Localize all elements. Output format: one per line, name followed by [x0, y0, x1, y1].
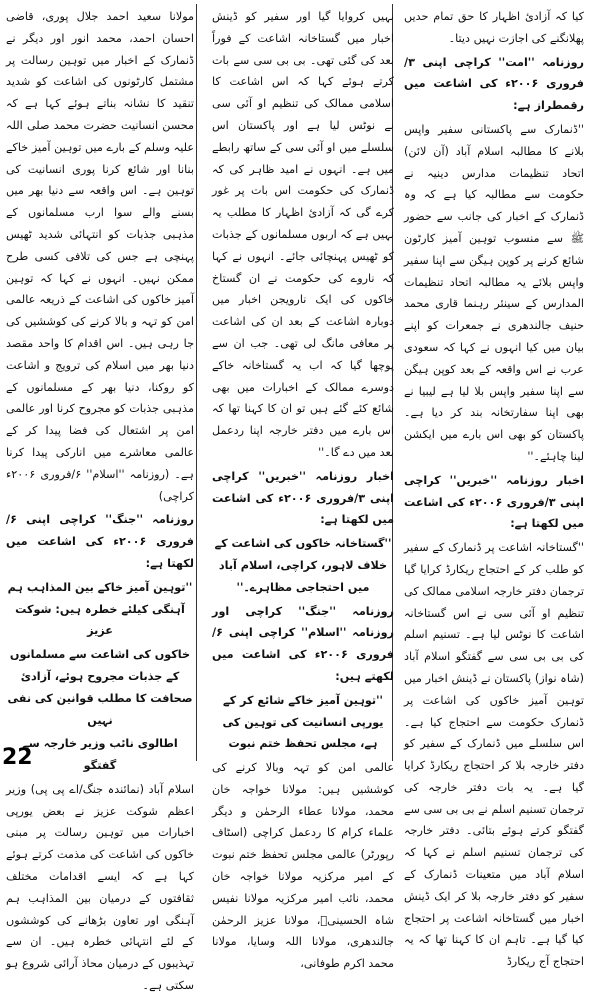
column-divider [196, 4, 197, 761]
headline: ''گستاخانہ خاکوں کی اشاعت کے خلاف لاہور، کراچی، اسلام آباد میں احتجاجی مظاہرے۔'' [214, 537, 392, 594]
source-line: روزنامہ ''امت'' کراچی اپنی ۳/فروری ۲۰۰۶ء کی اشاعت میں رقمطراز ہے: [404, 55, 585, 113]
headline: خاکوں کی اشاعت سے مسلمانوں کے جذبات مجروح ہوئے، آزادئ صحافت کا مطلب قوانین کی نفی نہیں [7, 648, 193, 727]
source-line: روزنامہ ''جنگ'' کراچی اپنی ۶/فروری ۲۰۰۶ء کی اشاعت میں لکھتا ہے: [6, 513, 195, 570]
headline: ''توہین آمیز خاکے بین المذاہب ہم آہنگی کیلئے خطرہ ہیں: شوکت عزیز [7, 580, 193, 638]
paragraph: نہیں کروایا گیا اور سفیر کو ڈینش اخبار میں گستاخانہ اشاعت کے فوراً بعد کی گئی تھی۔ بی بی سی سے بات کرتے ہوئے کہا کہ اس اشاعت کا اسلامی ممالک کی تنظیم او آئی سی نے نوٹس لیا ہے اور پاکستان اس سلسلے میں او آئی سی کے ساتھ رابطے میں ہے۔ انہوں نے امید ظاہر کی کہ ڈنمارک کی حکومت اس بات پر غور کرے گی کہ آزادئ اظہار کا مطلب یہ نہیں ہے کہ اربوں مسلمانوں کے جذبات کو ٹھیس پہنچائی جائے۔ انہوں نے کہا کہ ناروے کی حکومت نے ان گستاخ خاکوں کی ایک نارویجن اخبار میں دوبارہ اشاعت کے بعد ان کی اشاعت پر معافی مانگ لی تھی۔ جب ان سے پوچھا گیا کہ اب یہ گستاخانہ خاکے دوسرے ممالک کے اخبارات میں بھی شائع کئے گئے ہیں تو ان کا کہنا تھا کہ اس بارے میں دفتر خارجہ اپنا ردعمل بعد میں دے گا۔'' [212, 10, 394, 459]
column-left [6, 6, 195, 993]
headline: ''توہین آمیز خاکے شائع کر کے یورپی انسانیت کی توہین کی ہے، مجلس تحفظ ختم نبوت [222, 693, 384, 751]
page-number: 22 [2, 745, 33, 770]
paragraph: عالمی امن کو تہہ وبالا کرنے کی کوششیں ہیں: مولانا خواجہ خان محمد، مولانا عطاء الرحمٰن و دیگر علماء کرام کا ردعمل کراچی (اسٹاف رپورٹر) عالمی مجلس تحفظ ختم نبوت کے امیر مرکزیہ مولانا خواجہ خان محمد، نائب امیر مرکزیہ مولانا نفیس شاہ الحسینیؒ، مولانا عزیز الرحمٰن جالندھری، مولانا اللہ وسایا، مولانا محمد اکرم طوفانی، [212, 761, 394, 971]
headline: اطالوی نائب وزیر خارجہ سے گفتگو [22, 737, 178, 773]
column-middle [212, 6, 395, 971]
source-line: روزنامہ ''جنگ'' کراچی اور روزنامہ ''اسلام'' کراچی اپنی ۶/فروری ۲۰۰۶ء کی اشاعت میں لکھتے ہیں: [212, 604, 395, 683]
source-line: اخبار روزنامہ ''خبریں'' کراچی اپنی ۳/فروری ۲۰۰۶ء کی اشاعت میں لکھتا ہے: [404, 473, 584, 531]
paragraph: اسلام آباد (نمائندہ جنگ/اے پی پی) وزیر اعظم شوکت عزیز نے بعض یورپی اخبارات میں توہین رسالت پر مبنی خاکوں کی اشاعت کی مذمت کرتے ہوئے کہا ہے کہ ایسے اقدامات مختلف ثقافتوں کے درمیان بین المذاہب ہم آہنگی اور تعاون بڑھانے کی کوششوں کے لئے انتہائی خطرہ ہیں۔ ان سے تہذیبوں کے درمیان محاذ آرائی شروع ہو سکتی ہے۔ [6, 782, 194, 993]
paragraph: کیا کہ آزادئ اظہار کا حق تمام حدیں پھلانگنے کی اجازت نہیں دیتا۔ [404, 10, 584, 45]
column-right [404, 6, 585, 969]
source-line: اخبار روزنامہ ''خبریں'' کراچی اپنی ۳/فروری ۲۰۰۶ء کی اشاعت میں لکھتا ہے: [212, 469, 394, 527]
paragraph: ''گستاخانہ اشاعت پر ڈنمارک کے سفیر کو طلب کر کے احتجاج ریکارڈ کرایا گیا ترجمان دفتر خارجہ اسلامی ممالک کی تنظیم او آئی سی نے اس گستاخانہ اشاعت کا نوٹس لیا ہے۔ تسنیم اسلم کی بی بی سی سے گفتگو اسلام آباد (شاہ نواز) پاکستان نے ڈینش اخبار میں توہین آمیز خاکوں کی اشاعت پر ڈنمارک حکومت سے احتجاج کیا ہے۔ اس سلسلے میں ڈنمارک کے سفیر کو دفتر خارجہ بلا کر احتجاج ریکارڈ کرایا گیا ہے۔ یہ بات دفتر خارجہ کی ترجمان تسنیم اسلم نے بی بی سی سے گفتگو کرتے ہوئے بتائی۔ دفتر خارجہ کی ترجمان تسنیم اسلم نے کہا کہ اسلام آباد میں متعینات ڈنمارک کے سفیر کو دفتر خارجہ بلا کر ایک ڈینش اخبار میں گستاخانہ اشاعت پر احتجاج کیا گیا ہے۔ تاہم ان کا کہنا تھا کہ یہ احتجاج آج ریکارڈ [404, 541, 584, 969]
paragraph: مولانا سعید احمد جلال پوری، قاضی احسان احمد، محمد انور اور دیگر نے ڈنمارک کے اخبار میں توہین رسالت پر مشتمل کارٹونوں کی اشاعت کو شدید تنقید کا نشانہ بناتے ہوئے کہا ہے کہ محسن انسانیت حضرت محمد صلی اللہ علیہ وسلم کے بارے میں توہین آمیز خاکے بنانا اور شائع کرنا پوری انسانیت کی توہین ہے۔ اس واقعہ سے دنیا بھر میں بسنے والے سوا ارب مسلمانوں کے مذہبی جذبات کو انتہائی شدید ٹھیس پہنچی ہے جس کی تلافی کسی طرح ممکن نہیں۔ انہوں نے کہا کہ توہین آمیز خاکوں کی اشاعت کے ذریعہ عالمی امن کو تہہ و بالا کرنے کی کوششیں کی جا رہی ہیں۔ اس اقدام کا واحد مقصد دنیا بھر میں اسلام کی ترویج و اشاعت کو روکنا، دنیا بھر کے مسلمانوں کے مذہبی جذبات کو مجروح کرنا اور عالمی امن پر اشتعال کی فضا پیدا کر کے عالمی معاشرے میں انارکی پیدا کرنا ہے۔ (روزنامہ ''اسلام'' ۶/فروری ۲۰۰۶ء کراچی) [6, 10, 194, 503]
paragraph: ''ڈنمارک سے پاکستانی سفیر واپس بلانے کا مطالبہ اسلام آباد (آن لائن) اتحاد تنظیمات مدارس دینیہ نے حکومت سے مطالبہ کیا ہے کہ وہ ڈنمارک کے اخبار کی جانب سے حضور ﷺ سے منسوب توہین آمیز کارٹون شائع کرنے پر کوپن ہیگن سے اپنا سفیر واپس بلائے یہ مطالبہ اتحاد تنظیمات المدارس کے سینئر رہنما قاری محمد حنیف جالندھری نے جمعرات کو اپنے بیان میں کیا انہوں نے کہا کہ سعودی عرب نے اس واقعہ کے بعد کوپن ہیگن سے اپنا سفیر واپس بلا لیا ہے لیبیا نے بھی اپنا سفارتخانہ بند کر دیا ہے۔ پاکستان کو بھی اس بارے میں ایکشن لینا چاہئے۔'' [404, 122, 584, 463]
